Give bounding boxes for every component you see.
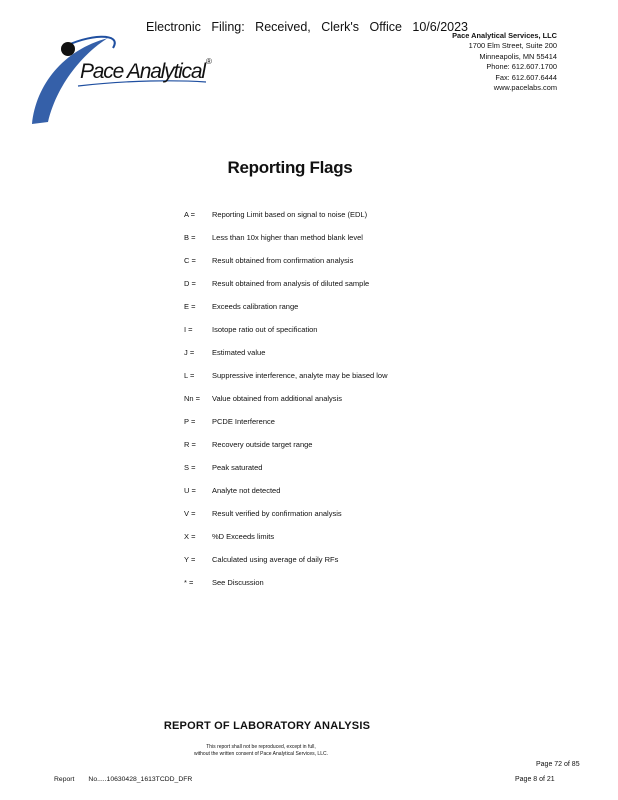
flag-code: Y =: [184, 555, 196, 564]
city-state-zip: Minneapolis, MN 55414: [479, 51, 557, 61]
logo-wordmark: Pace Analytical: [80, 60, 205, 83]
flag-row: [184, 210, 388, 233]
flag-row: [184, 348, 388, 371]
flag-row: [184, 463, 388, 486]
flag-description: %D Exceeds limits: [212, 532, 275, 541]
page-number-sub: Page 8 of 21: [515, 776, 555, 783]
flag-row: [184, 509, 388, 532]
report-number-value: No.....10630428_1613TCDD_DFR: [88, 776, 193, 783]
flag-description: Result obtained from analysis of diluted sample: [212, 279, 370, 288]
flag-row: [184, 394, 388, 417]
flag-row: [184, 555, 388, 578]
disclaimer-line-2: without the written consent of Pace Analytical Services, LLC.: [194, 751, 328, 757]
flag-code: R =: [184, 440, 196, 449]
flag-description: Estimated value: [212, 348, 266, 357]
flag-description: Isotope ratio out of specification: [212, 325, 318, 334]
flag-row: [184, 578, 388, 601]
flag-description: Result obtained from confirmation analysis: [212, 256, 354, 265]
flag-row: [184, 532, 388, 555]
electronic-filing-stamp: Electronic Filing: Received, Clerk's Office 10/6/2023: [146, 20, 469, 34]
flag-description: Result verified by confirmation analysis: [212, 509, 342, 518]
flag-row: [184, 440, 388, 463]
reproduction-disclaimer: [0, 744, 522, 758]
flag-row: [184, 371, 388, 394]
company-name: Pace Analytical Services, LLC: [452, 31, 557, 40]
flag-code: D =: [184, 279, 196, 288]
flag-code: * =: [184, 578, 194, 587]
flag-row: [184, 302, 388, 325]
flag-row: [184, 486, 388, 509]
disclaimer-line-1: This report shall not be reproduced, except in full,: [206, 744, 316, 750]
reporting-flags-list: [184, 210, 388, 601]
flag-row: [184, 417, 388, 440]
logo-dot: [61, 42, 75, 56]
company-address-block: [452, 31, 557, 93]
flag-description: Suppressive interference, analyte may be biased low: [212, 371, 388, 380]
report-number: [54, 776, 192, 783]
flag-row: [184, 325, 388, 348]
flag-code: V =: [184, 509, 196, 518]
flag-code: U =: [184, 486, 196, 495]
page-title: Reporting Flags: [227, 158, 353, 177]
flag-code: J =: [184, 348, 195, 357]
flag-description: Less than 10x higher than method blank level: [212, 233, 363, 242]
phone-number: Phone: 612.607.1700: [486, 62, 557, 72]
street-address: 1700 Elm Street, Suite 200: [468, 41, 557, 51]
flag-code: E =: [184, 302, 196, 311]
flag-description: Calculated using average of daily RFs: [212, 555, 339, 564]
flag-description: See Discussion: [212, 578, 264, 587]
flag-code: I =: [184, 325, 193, 334]
flag-code: X =: [184, 532, 196, 541]
report-label: Report: [54, 776, 75, 783]
flag-row: [184, 256, 388, 279]
flag-description: Reporting Limit based on signal to noise (EDL): [212, 210, 368, 219]
flag-code: A =: [184, 210, 196, 219]
flag-description: Analyte not detected: [212, 486, 281, 495]
flag-description: PCDE Interference: [212, 417, 275, 426]
flag-description: Value obtained from additional analysis: [212, 394, 342, 403]
flag-code: S =: [184, 463, 196, 472]
website: www.pacelabs.com: [493, 83, 557, 93]
flag-description: Peak saturated: [212, 463, 263, 472]
logo-registered-mark: ®: [206, 57, 212, 66]
report-heading: REPORT OF LABORATORY ANALYSIS: [163, 720, 371, 732]
flag-code: L =: [184, 371, 195, 380]
flag-code: B =: [184, 233, 196, 242]
fax-number: Fax: 612.607.6444: [495, 72, 557, 82]
flag-description: Recovery outside target range: [212, 440, 313, 449]
flag-row: [184, 233, 388, 256]
flag-row: [184, 279, 388, 302]
flag-description: Exceeds calibration range: [212, 302, 299, 311]
page-number-main: Page 72 of 85: [536, 761, 580, 768]
flag-code: P =: [184, 417, 196, 426]
flag-code: Nn =: [184, 394, 201, 403]
flag-code: C =: [184, 256, 196, 265]
